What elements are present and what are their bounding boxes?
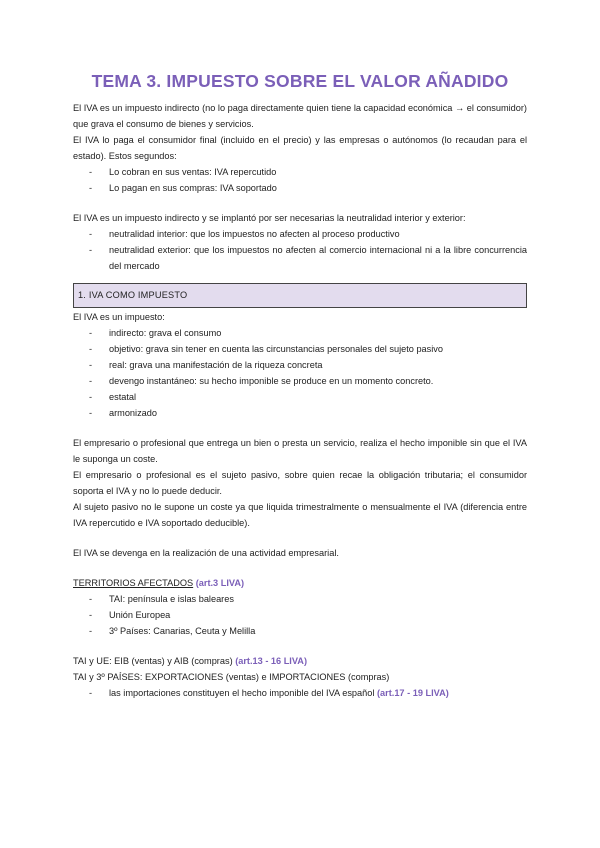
list-item: - neutralidad exterior: que los impuestos no afecten al comercio internacional ni a la libre concurrencia del mercado — [73, 242, 527, 274]
tai-ue-line — [73, 653, 527, 669]
list-item: - indirecto: grava el consumo — [73, 325, 527, 341]
intro-paragraph-2: El IVA lo paga el consumidor final (incluido en el precio) y las empresas o autónomos (lo recaudan para el estado). Estos segundos: — [73, 135, 527, 161]
tai-ue-text: TAI y UE: EIB (ventas) y AIB (compras) — [73, 656, 236, 666]
list-item: - Lo cobran en sus ventas: IVA repercutido — [73, 164, 527, 180]
intro-paragraph-1: El IVA es un impuesto indirecto (no lo paga directamente quien tiene la capacidad económica → el consumidor) que grava el consumo de bienes y servicios. — [73, 103, 527, 129]
page-title: TEMA 3. IMPUESTO SOBRE EL VALOR AÑADIDO — [91, 71, 509, 91]
paragraph-coste: Al sujeto pasivo no le supone un coste ya que liquida trimestralmente o mensualmente el IVA (diferencia entre IVA repercutido e IVA soportado deducible). — [73, 502, 527, 528]
list-item: - Lo pagan en sus compras: IVA soportado — [73, 180, 527, 196]
intro-paragraph-3: El IVA es un impuesto indirecto y se implantó por ser necesarias la neutralidad interior y exterior: — [73, 213, 466, 223]
list-item: - real: grava una manifestación de la riqueza concreta — [73, 357, 527, 373]
list-item: - devengo instantáneo: su hecho imponible se produce en un momento concreto. — [73, 373, 527, 389]
section-lead: El IVA es un impuesto: — [73, 312, 165, 322]
characteristics-list — [73, 325, 527, 421]
importaciones-ref: (art.17 - 19 LIVA) — [376, 688, 449, 698]
territorios-list — [73, 591, 527, 639]
list-item: - Unión Europea — [73, 607, 527, 623]
list-item: - TAI: península e islas baleares — [73, 591, 527, 607]
importaciones-list — [73, 685, 527, 701]
list-item: - armonizado — [73, 405, 527, 421]
paragraph-empresario: El empresario o profesional que entrega un bien o presta un servicio, realiza el hecho imponible sin que el IVA le suponga un coste. — [73, 438, 527, 464]
territorios-ref: (art.3 LIVA) — [195, 578, 245, 588]
list-item: - neutralidad interior: que los impuestos no afecten al proceso productivo — [73, 226, 527, 242]
paragraph-sujeto-pasivo: El empresario o profesional es el sujeto pasivo, sobre quien recae la obligación tributaria; el consumidor soporta el IVA y no lo puede deducir. — [73, 470, 527, 496]
list-item: - 3º Países: Canarias, Ceuta y Melilla — [73, 623, 527, 639]
tai-3-line: TAI y 3º PAÍSES: EXPORTACIONES (ventas) e IMPORTACIONES (compras) — [73, 672, 390, 682]
territorios-label: TERRITORIOS AFECTADOS — [73, 578, 194, 588]
list-item — [73, 685, 527, 701]
list-item: - estatal — [73, 389, 527, 405]
importaciones-text: las importaciones constituyen el hecho imponible del IVA español — [109, 688, 377, 698]
document-page — [73, 70, 527, 701]
neutralidad-list — [73, 226, 527, 274]
list-item: - objetivo: grava sin tener en cuenta las circunstancias personales del sujeto pasivo — [73, 341, 527, 357]
territorios-heading — [73, 575, 527, 591]
paragraph-devengo: El IVA se devenga en la realización de una actividad empresarial. — [73, 548, 339, 558]
section-heading: 1. IVA COMO IMPUESTO — [73, 283, 527, 308]
tai-ue-ref: (art.13 - 16 LIVA) — [235, 656, 308, 666]
intro-list — [73, 164, 527, 196]
